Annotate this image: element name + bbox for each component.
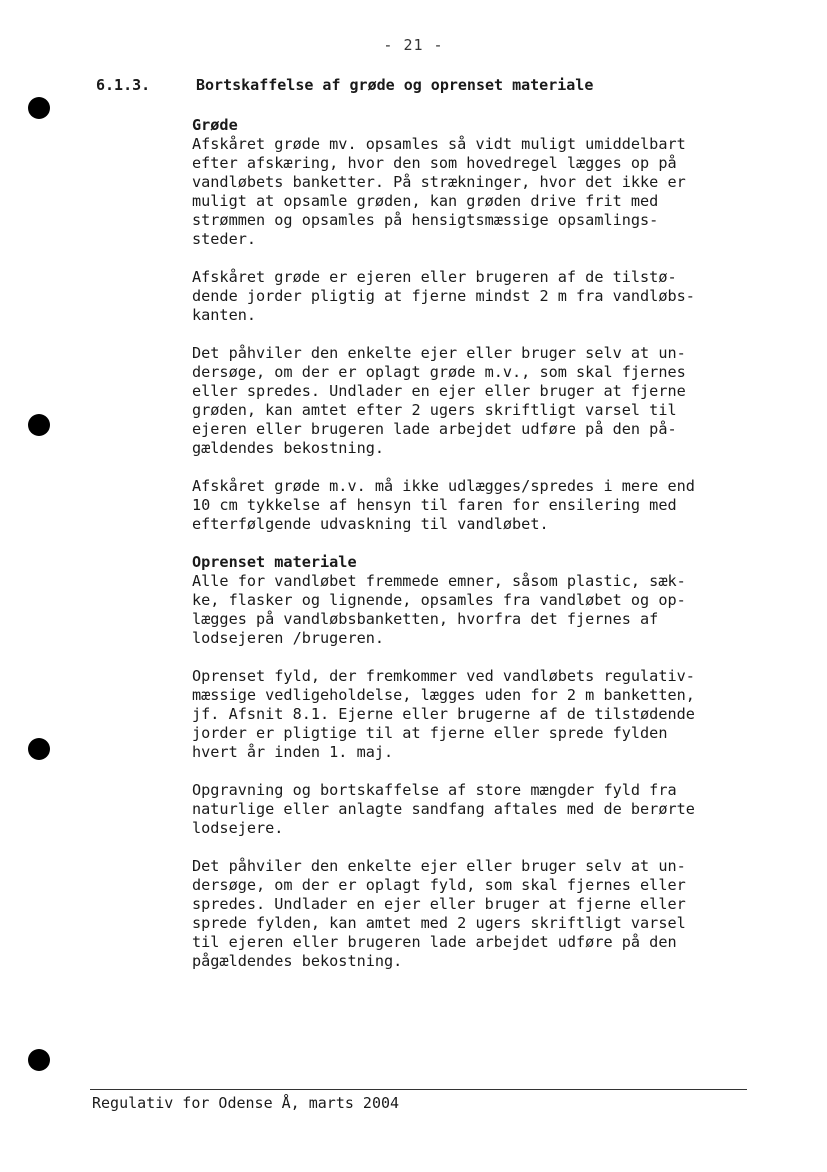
text-line: vandløbets banketter. På strækninger, hvor det ikke er bbox=[192, 173, 686, 191]
text-line: Alle for vandløbet fremmede emner, såsom plastic, sæk- bbox=[192, 572, 686, 590]
text-line: Afskåret grøde m.v. må ikke udlægges/spredes i mere end bbox=[192, 477, 695, 495]
text-line: grøden, kan amtet efter 2 ugers skriftligt varsel til bbox=[192, 401, 677, 419]
text-line: ke, flasker og lignende, opsamles fra vandløbet og op- bbox=[192, 591, 686, 609]
paragraph bbox=[192, 344, 752, 458]
paragraph bbox=[192, 268, 752, 325]
text-line: dersøge, om der er oplagt fyld, som skal fjernes eller bbox=[192, 876, 686, 894]
text-line: sprede fylden, kan amtet med 2 ugers skriftligt varsel bbox=[192, 914, 686, 932]
section-number: 6.1.3. bbox=[96, 76, 151, 94]
text-line: Afskåret grøde mv. opsamles så vidt muligt umiddelbart bbox=[192, 135, 686, 153]
text-line: lodsejere. bbox=[192, 819, 284, 837]
text-line: dende jorder pligtig at fjerne mindst 2 m fra vandløbs- bbox=[192, 287, 695, 305]
text-line: kanten. bbox=[192, 306, 257, 324]
text-line: lodsejeren /brugeren. bbox=[192, 629, 385, 647]
text-line: efterfølgende udvaskning til vandløbet. bbox=[192, 515, 549, 533]
section-title: Bortskaffelse af grøde og oprenset materiale bbox=[196, 76, 594, 94]
text-line: ejeren eller brugeren lade arbejdet udføre på den på- bbox=[192, 420, 677, 438]
text-line: lægges på vandløbsbanketten, hvorfra det fjernes af bbox=[192, 610, 659, 628]
text-line: gældendes bekostning. bbox=[192, 439, 385, 457]
section-heading bbox=[96, 76, 593, 94]
text-line: dersøge, om der er oplagt grøde m.v., som skal fjernes bbox=[192, 363, 686, 381]
text-line: Afskåret grøde er ejeren eller brugeren af de tilstø- bbox=[192, 268, 677, 286]
text-line: pågældendes bekostning. bbox=[192, 952, 403, 970]
paragraph bbox=[192, 477, 752, 534]
text-line: eller spredes. Undlader en ejer eller bruger at fjerne bbox=[192, 382, 686, 400]
text-line: Oprenset fyld, der fremkommer ved vandløbets regulativ- bbox=[192, 667, 695, 685]
text-line: Det påhviler den enkelte ejer eller bruger selv at un- bbox=[192, 857, 686, 875]
paragraph bbox=[192, 572, 752, 648]
text-line: spredes. Undlader en ejer eller bruger at fjerne eller bbox=[192, 895, 686, 913]
punch-hole-icon bbox=[28, 1049, 50, 1071]
text-line: Det påhviler den enkelte ejer eller bruger selv at un- bbox=[192, 344, 686, 362]
text-line: mæssige vedligeholdelse, lægges uden for 2 m banketten, bbox=[192, 686, 695, 704]
paragraph bbox=[192, 667, 752, 762]
subsection-heading: Grøde bbox=[192, 116, 238, 134]
text-line: hvert år inden 1. maj. bbox=[192, 743, 394, 761]
punch-hole-icon bbox=[28, 738, 50, 760]
text-line: 10 cm tykkelse af hensyn til faren for ensilering med bbox=[192, 496, 677, 514]
text-line: jf. Afsnit 8.1. Ejerne eller brugerne af de tilstødende bbox=[192, 705, 695, 723]
paragraph bbox=[192, 135, 752, 249]
text-line: muligt at opsamle grøden, kan grøden drive frit med bbox=[192, 192, 659, 210]
subsection-heading: Oprenset materiale bbox=[192, 553, 357, 571]
punch-hole-icon bbox=[28, 97, 50, 119]
paragraph bbox=[192, 857, 752, 971]
text-line: til ejeren eller brugeren lade arbejdet udføre på den bbox=[192, 933, 677, 951]
paragraph bbox=[192, 781, 752, 838]
text-line: Opgravning og bortskaffelse af store mængder fyld fra bbox=[192, 781, 677, 799]
footer-text: Regulativ for Odense Å, marts 2004 bbox=[92, 1094, 400, 1112]
page-number: - 21 - bbox=[383, 36, 444, 54]
text-line: efter afskæring, hvor den som hovedregel lægges op på bbox=[192, 154, 677, 172]
text-line: strømmen og opsamles på hensigtsmæssige opsamlings- bbox=[192, 211, 659, 229]
footer-divider bbox=[90, 1089, 747, 1090]
punch-hole-icon bbox=[28, 414, 50, 436]
text-line: naturlige eller anlagte sandfang aftales med de berørte bbox=[192, 800, 695, 818]
text-line: steder. bbox=[192, 230, 257, 248]
text-line: jorder er pligtige til at fjerne eller sprede fylden bbox=[192, 724, 668, 742]
document-body bbox=[192, 116, 752, 990]
